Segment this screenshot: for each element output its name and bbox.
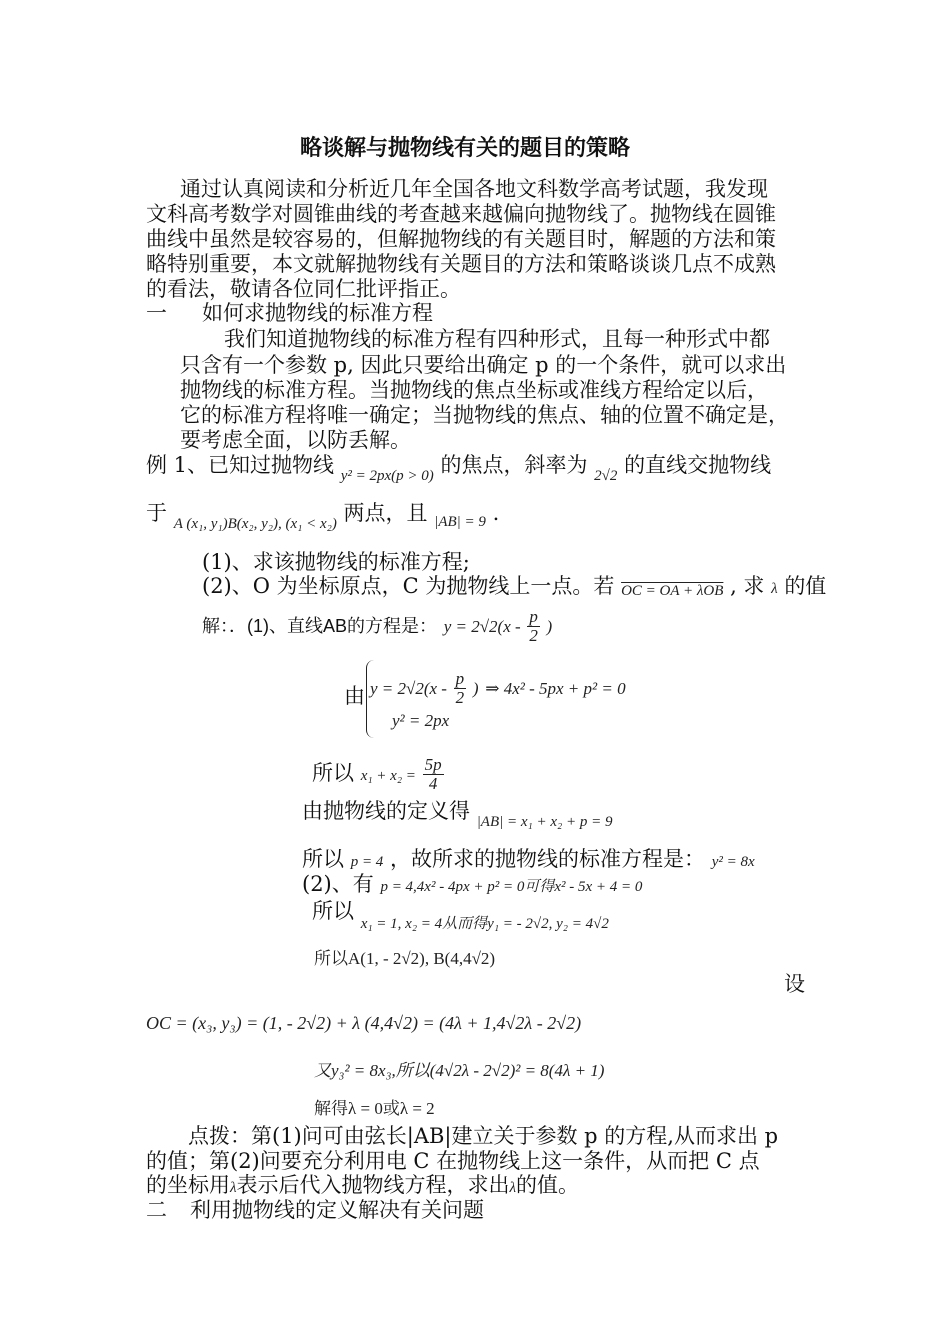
question-text: , 求: [730, 574, 765, 598]
sum-equation: x₁ + x₂ =: [360, 768, 416, 784]
body-line: 我们知道抛物线的标准方程有四种形式，且每一种形式中都: [224, 327, 770, 351]
chord-length: |AB| = 9: [434, 514, 486, 530]
question-1: (1)、求该抛物线的标准方程;: [202, 550, 470, 574]
body-line: 只含有一个参数 p, 因此只要给出确定 p 的一个条件，就可以求出: [180, 353, 787, 377]
section-number: 二: [146, 1198, 167, 1222]
body-line: 要考虑全面，以防丢解。: [180, 428, 411, 452]
section-heading: 如何求抛物线的标准方程: [202, 301, 433, 325]
system-result: ⇒ 4x² - 5px + p² = 0: [485, 679, 626, 698]
body-line: 抛物线的标准方程。当抛物线的焦点坐标或准线方程给定以后，: [180, 378, 768, 402]
fraction: $\frac{5p}{4}$: [424, 755, 442, 793]
intro-line: 略特别重要，本文就解抛物线有关题目的方法和策略谈谈几点不成熟: [146, 252, 776, 276]
points-equation: A (x₁, y₁)B(x₂, y₂), (x₁ < x₂): [173, 516, 337, 532]
page-title: 略谈解与抛物线有关的题目的策略: [300, 136, 631, 161]
solution-line-9: 设: [784, 972, 805, 996]
section-heading: 利用抛物线的定义解决有关问题: [190, 1198, 484, 1222]
lambda-symbol: λ: [771, 581, 778, 597]
intro-line: 文科高考数学对圆锥曲线的考查越来越偏向抛物线了。抛物线在圆锥: [146, 202, 776, 226]
line-equation: y = 2√2(x -: [443, 617, 521, 636]
vector-equation: OC = OA + λOB: [621, 583, 724, 599]
system-eq-1: y = 2√2(x -: [370, 679, 447, 698]
example-text: 两点，且: [343, 501, 428, 525]
solution-line-6: [302, 871, 642, 900]
vector-oc-equation: OC = (x₃, y₃) = (1, - 2√2) + λ (4,4√2) = (4λ + 1,4√2λ - 2√2): [146, 1013, 582, 1033]
example-line-2: [146, 500, 500, 532]
solution-text: ，故所求的抛物线的标准方程是：: [390, 847, 705, 871]
quadratic-equation: p = 4,4x² - 4px + p² = 0可得x² - 5x + 4 = 0: [380, 879, 643, 895]
example-line-1: [146, 452, 772, 484]
definition-equation: |AB| = x₁ + x₂ + p = 9: [476, 814, 613, 830]
roots-equation: x₁ = 1, x₂ = 4从而得y₁ = - 2√2, y₂ = 4√2: [360, 916, 609, 932]
parabola-equation: y² = 2px(p > 0): [340, 468, 434, 484]
slope-value: 2√2: [594, 468, 618, 484]
lambda-symbol: λ: [230, 1180, 237, 1196]
system-label: 由: [344, 684, 365, 708]
line-equation-end: ): [546, 617, 553, 636]
solution-text: 解：．(1)、直线AB的方程是：: [202, 616, 438, 636]
note-text: 的坐标用: [146, 1173, 230, 1197]
note-text: 的值。: [516, 1173, 579, 1197]
fraction: $\frac{p}{2}$: [455, 669, 465, 707]
standard-equation: y² = 8x: [711, 854, 755, 870]
body-line: 它的标准方程将唯一确定；当抛物线的焦点、轴的位置不确定是，: [180, 403, 789, 427]
solution-text: (2)、有: [302, 872, 374, 896]
note-line: 的值；第(2)问要充分利用电 C 在抛物线上这一条件，从而把 C 点: [146, 1149, 760, 1173]
system-row-2: y² = 2px: [392, 711, 450, 730]
solution-text: 所以: [312, 899, 354, 923]
solution-text: 由抛物线的定义得: [302, 799, 470, 823]
solution-text: 所以: [312, 761, 354, 785]
system-eq-1-end: ): [472, 679, 479, 698]
intro-line: 的看法，敬请各位同仁批评指正。: [146, 277, 461, 301]
solution-line-3: [312, 756, 444, 793]
solution-text: 所以: [302, 847, 344, 871]
example-text: 的焦点，斜率为: [440, 453, 588, 477]
note-text: 表示后代入抛物线方程，求出: [236, 1173, 510, 1197]
example-text: 的直线交抛物线: [624, 453, 772, 477]
fraction: $\frac{p}{2}$: [529, 607, 538, 645]
intro-line: 曲线中虽然是较容易的，但解抛物线的有关题目时，解题的方法和策: [146, 227, 776, 251]
p-value: p = 4: [350, 854, 384, 870]
solution-line-4: [302, 798, 613, 830]
solution-line-12: 解得λ = 0或λ = 2: [314, 1099, 435, 1118]
solution-line-11: 又y₃² = 8x₃,所以(4√2λ - 2√2)² = 8(4λ + 1): [314, 1061, 605, 1080]
example-text: .: [492, 501, 500, 525]
solution-line-1: [202, 608, 552, 645]
example-text: 于: [146, 501, 167, 525]
section-number: 一: [146, 301, 167, 325]
question-text: 的值: [784, 574, 827, 598]
system-row-1: [370, 670, 626, 707]
solution-line-8: 所以A(1, - 2√2), B(4,4√2): [314, 949, 496, 968]
question-text: (2)、O 为坐标原点，C 为抛物线上一点。若: [202, 574, 615, 598]
lambda-symbol: λ: [509, 1180, 516, 1196]
intro-line: 通过认真阅读和分析近几年全国各地文科数学高考试题，我发现: [180, 177, 768, 201]
example-text: 例 1、已知过抛物线: [146, 453, 335, 477]
note-line: 点拨：第(1)问可由弦长|AB|建立关于参数 p 的方程,从而求出 p: [188, 1124, 779, 1148]
question-2: [202, 573, 826, 602]
solution-line-7: [312, 898, 609, 932]
